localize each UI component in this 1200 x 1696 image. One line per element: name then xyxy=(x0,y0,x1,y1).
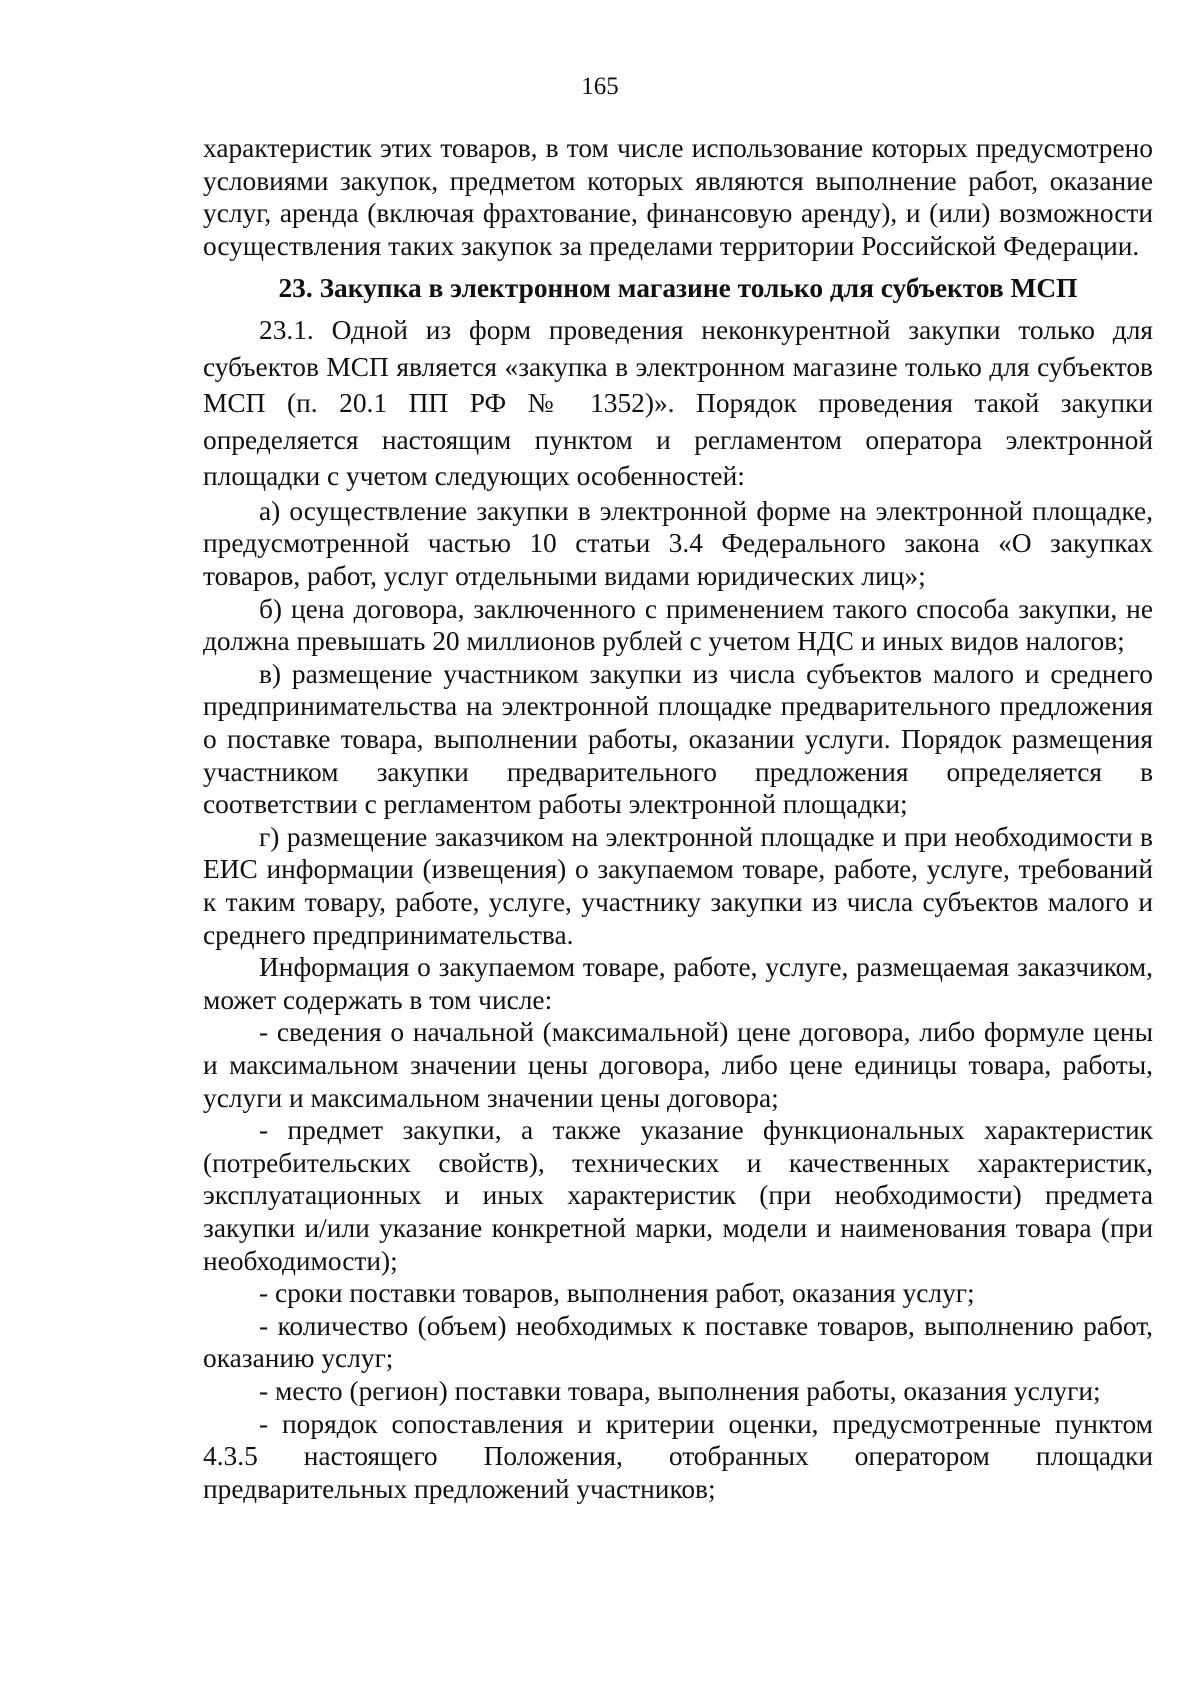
paragraph-23-1: 23.1. Одной из форм проведения неконкурентной закупки только для субъектов МСП является «закупка в электронном магазине только для субъектов МСП (п. 20.1 ПП РФ № 1352)». Порядок проведения такой закупки определяется настоящим пунктом и регламентом оператора электронной площадки с учетом следующих особенностей: xyxy=(203,315,1153,492)
dash-item-criteria: - порядок сопоставления и критерии оценки, предусмотренные пунктом 4.3.5 настоящего Положения, отобранных оператором площадки предварительных предложений участников; xyxy=(203,1408,1153,1504)
page-number: 165 xyxy=(581,73,619,100)
dash-item-price: - сведения о начальной (максимальной) цене договора, либо формуле цены и максимальном значении цены договора, либо цене единицы товара, работы, услуги и максимальном значении цены договора; xyxy=(203,1017,1153,1113)
list-item-g: г) размещение заказчиком на электронной площадке и при необходимости в ЕИС информации (извещения) о закупаемом товаре, работе, услуге, требований к таким товару, работе, услуге, участнику закупки из числа субъектов малого и среднего предпринимательства. xyxy=(203,821,1153,950)
paragraph-continuation: характеристик этих товаров, в том числе использование которых предусмотрено условиями закупок, предметом которых являются выполнение работ, оказание услуг, аренда (включая фрахтование, финансовую аренду), и (или) возможности осуществления таких закупок за пределами территории Российской Федерации. xyxy=(203,133,1153,261)
list-item-a: а) осуществление закупки в электронной форме на электронной площадке, предусмотренной частью 10 статьи 3.4 Федерального закона «О закупках товаров, работ, услуг отдельными видами юридических лиц»; xyxy=(203,495,1153,592)
section-heading: 23. Закупка в электронном магазине только для субъектов МСП xyxy=(278,273,1078,304)
dash-item-subject: - предмет закупки, а также указание функциональных характеристик (потребительских свойств), технических и качественных характеристик, эксплуатационных и иных характеристик (при необходимости) предмета закупки и/или указание конкретной марки, модели и наименования товара (при необходимости); xyxy=(203,1115,1153,1276)
list-item-b: б) цена договора, заключенного с применением такого способа закупки, не должна превышать 20 миллионов рублей с учетом НДС и иных видов налогов; xyxy=(203,593,1153,657)
dash-item-terms: - сроки поставки товаров, выполнения работ, оказания услуг; xyxy=(259,1278,975,1309)
list-item-v: в) размещение участником закупки из числа субъектов малого и среднего предпринимательства на электронной площадке предварительного предложения о поставке товара, выполнении работы, оказании услуги. Порядок размещения участником закупки предварительного предложения определяется в соответствии с регламентом работы электронной площадки; xyxy=(203,658,1153,820)
dash-item-quantity: - количество (объем) необходимых к поставке товаров, выполнению работ, оказанию услуг; xyxy=(203,1310,1153,1374)
paragraph-info: Информация о закупаемом товаре, работе, услуге, размещаемая заказчиком, может содержать в том числе: xyxy=(203,952,1153,1015)
document-body xyxy=(203,132,1153,1505)
dash-item-place: - место (регион) поставки товара, выполнения работы, оказания услуги; xyxy=(259,1375,1101,1406)
